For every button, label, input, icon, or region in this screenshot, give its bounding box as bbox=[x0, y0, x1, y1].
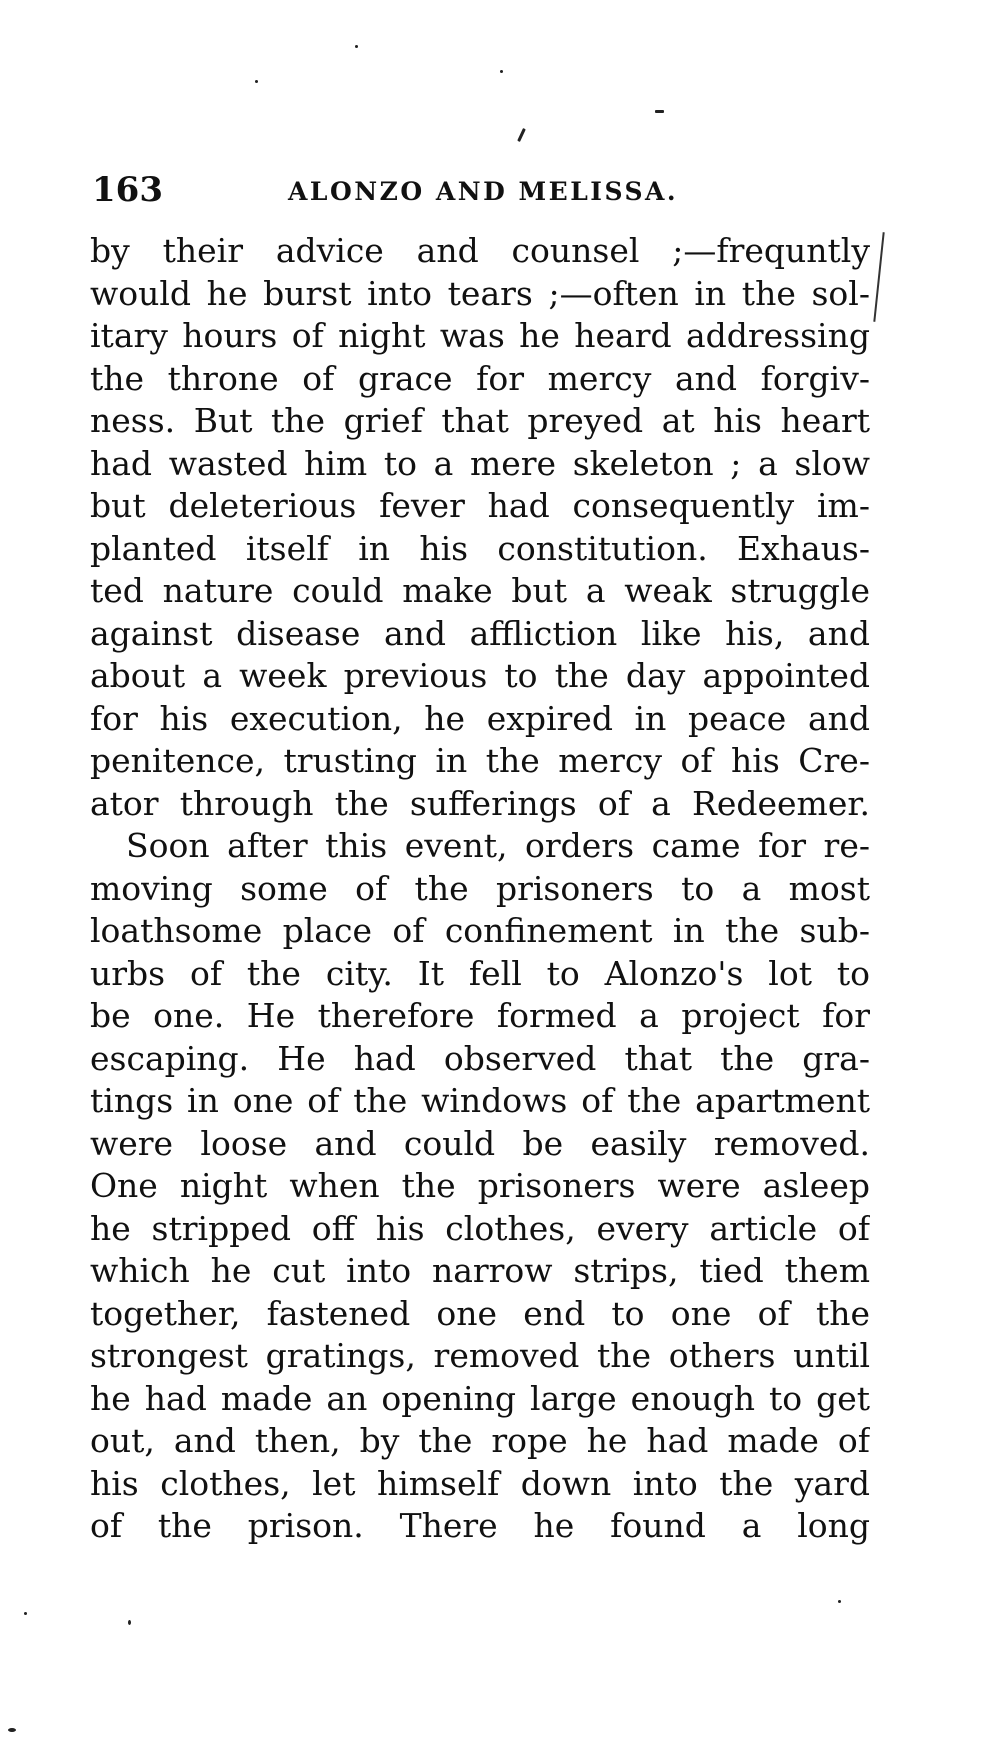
text-line: about a week previous to the day appointed bbox=[90, 656, 870, 695]
ink-speck bbox=[517, 128, 526, 142]
text-line: his clothes, let himself down into the yard bbox=[90, 1463, 870, 1503]
text-line: would he burst into tears ;—often in the sol- bbox=[90, 273, 870, 313]
ink-speck bbox=[355, 45, 358, 48]
page-header bbox=[92, 168, 872, 212]
text-line: which he cut into narrow strips, tied them bbox=[90, 1251, 870, 1290]
text-line: Soon after this event, orders came for re- bbox=[126, 826, 870, 865]
text-line: ator through the sufferings of a Redeemer. bbox=[90, 783, 870, 823]
margin-mark bbox=[873, 232, 884, 322]
body-text bbox=[90, 230, 870, 1548]
text-line: be one. He therefore formed a project for bbox=[90, 996, 870, 1035]
running-title: ALONZO AND MELISSA. bbox=[288, 177, 679, 206]
ink-speck bbox=[255, 80, 258, 83]
text-line: urbs of the city. It fell to Alonzo's lot to bbox=[90, 953, 870, 993]
text-line: he had made an opening large enough to get bbox=[90, 1378, 870, 1418]
ink-speck bbox=[8, 1728, 16, 1732]
text-line: had wasted him to a mere skeleton ; a slow bbox=[90, 443, 870, 483]
text-line: he stripped off his clothes, every article of bbox=[90, 1208, 870, 1248]
text-line: planted itself in his constitution. Exhaus- bbox=[90, 528, 870, 568]
text-line: moving some of the prisoners to a most bbox=[90, 868, 870, 908]
ink-speck bbox=[838, 1600, 841, 1603]
ink-speck bbox=[655, 110, 664, 113]
ink-speck bbox=[128, 1620, 131, 1625]
ink-speck bbox=[24, 1612, 27, 1615]
text-line: against disease and affliction like his, and bbox=[90, 613, 870, 653]
text-line: penitence, trusting in the mercy of his Cre- bbox=[90, 741, 870, 780]
text-line: together, fastened one end to one of the bbox=[90, 1293, 870, 1333]
text-line: itary hours of night was he heard addressing bbox=[90, 316, 870, 355]
text-line: loathsome place of confinement in the sub- bbox=[90, 911, 870, 950]
page-number: 163 bbox=[92, 170, 163, 210]
text-line: tings in one of the windows of the apartment bbox=[90, 1081, 870, 1120]
text-line: escaping. He had observed that the gra- bbox=[90, 1038, 870, 1078]
text-line: were loose and could be easily removed. bbox=[90, 1123, 870, 1163]
text-line: for his execution, he expired in peace and bbox=[90, 698, 870, 738]
text-line: the throne of grace for mercy and forgiv- bbox=[90, 358, 870, 398]
text-line: ted nature could make but a weak struggle bbox=[90, 571, 870, 610]
text-line: but deleterious fever had consequently im- bbox=[90, 486, 870, 525]
text-line: by their advice and counsel ;—frequntly bbox=[90, 231, 870, 270]
text-line: One night when the prisoners were asleep bbox=[90, 1166, 870, 1205]
text-line: of the prison. There he found a long bbox=[90, 1506, 870, 1545]
ink-speck bbox=[500, 70, 503, 73]
text-line: strongest gratings, removed the others until bbox=[90, 1336, 870, 1375]
text-line: ness. But the grief that preyed at his heart bbox=[90, 401, 870, 440]
text-line: out, and then, by the rope he had made of bbox=[90, 1421, 870, 1460]
